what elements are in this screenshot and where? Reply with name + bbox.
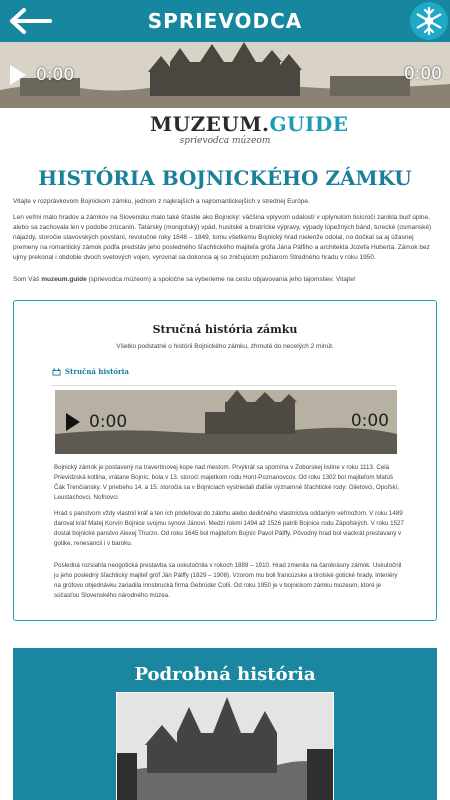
card-paragraph-3: Posledná rozsiahla neogotická prestavba sa uskutočnila v rokoch 1889 – 1910. Hrad zmenila na čarokrásny zámok. Uskutočnil ju jeho posledný šľachtický majiteľ gróf Ján Pálffy (1829 – 1908). Vzorom mu boli francúzske a tirolské gotické hrady. Interiéry na grófovu objednávku zariadila innsbrucká firma Gebrüder Colli. Od roku 1950 je v bojnickom zámku múzeum, ktoré je súčasťou Slovenského národného múzea. xyxy=(54,562,402,599)
card-paragraph-1: Bojnický zámok je postavený na travertínovej kope nad mestom. Prvýkrát sa spomína v Zoborskej listine v roku 1113. Celá Prievidzská kotlina, vrátane Bojníc, bola v 13. storočí majetkom rodu Hont-Poznanovcov. Od roku 1302 bol majiteľom Matúš Čák Trenčiansky. V priebehu 14. a 15. storočia sa v Bojniciach vystriedali ďalšie významné šľachtické rody: Giletovci, Opoľskí, Leustachovci, Nofriovci. xyxy=(54,464,400,501)
card-paragraph-2: Hrad s panstvom vždy vlastnil kráľ a ten ich prideľoval do zálohu alebo dedičného vlastníctva oddaným veľmožom. V roku 1489 daroval kráľ Matej Korvín Bojnice svojmu synovi Jánovi. Medzi rokmi 1494 až 1526 patrili Bojnice rodu Zápoľských. V roku 1527 dostal bojnické panstvo Alexej Thurzo. Od roku 1645 bol majiteľom Bojníc Pavol Pálffy. Pôvodný hrad bol viackrát prestavaný v gotike, renesancii i v baroku. xyxy=(54,510,404,547)
logo-prefix: MUZEUM. xyxy=(150,112,270,136)
tab-label: Stručná história xyxy=(65,367,129,376)
intro-paragraph-2: Len veľmi málo hradov a zámkov na Slovensku malo také šťastie ako Bojnický: väčšina vplyvom udalostí v uplynulom tisícročí zanikla buď úplne, alebo sa zachovala len v podobe zrúcanín. Tatársky (mongolský) vpád, husitské a bratrícke výpravy, výpady lúpežných bánd, turecké (osmanské) nájazdy, storočie stavovských povstaní, revolučné roky 1848 – 1849, tomu všetkému Bojnický hrad nielenže odolal, no dočkal sa aj úžasnej premeny na romantický zámok podľa predstáv jeho posledného šľachtického majiteľa grófa Jána Pálfiho a architekta Jozefa Huberta. Zámok bez ujmy prekonal i obdobie dvoch svetových vojen, vyrovnal sa dokonca aj so zničujúcim požiarom Stredného hradu v roku 1950. xyxy=(13,214,432,261)
card-duration: 0:00 xyxy=(350,411,389,431)
castle-drawing-image xyxy=(117,693,333,800)
detailed-history-section[interactable] xyxy=(13,648,437,800)
castle-historic-photo xyxy=(116,692,334,800)
hero-current-time: 0:00 xyxy=(36,65,75,85)
play-icon[interactable] xyxy=(8,63,28,87)
intro-paragraph-1: Vitajte v rozprávkovom Bojnickom zámku, jednom z najkrajších a najromantickejších v strednej Európe. xyxy=(13,198,310,205)
back-button[interactable] xyxy=(6,6,54,36)
hero-duration: 0:00 xyxy=(403,64,442,84)
arrow-left-icon xyxy=(6,6,54,36)
card-current-time: 0:00 xyxy=(89,412,128,432)
app-title: SPRIEVODCA xyxy=(147,9,303,33)
short-history-audio-player xyxy=(55,390,397,454)
muzeum-guide-link: muzeum.guide xyxy=(41,276,87,283)
top-bar xyxy=(0,0,450,42)
page-title: HISTÓRIA BOJNICKÉHO ZÁMKU xyxy=(38,166,412,190)
menu-button[interactable] xyxy=(410,2,448,40)
snowflake-icon xyxy=(414,6,444,36)
muzeum-guide-logo xyxy=(150,112,349,153)
short-history-card xyxy=(13,300,437,621)
play-icon[interactable] xyxy=(65,412,81,432)
detailed-history-title: Podrobná história xyxy=(134,664,316,685)
tab-short-history[interactable] xyxy=(52,367,129,376)
logo-suffix: GUIDE xyxy=(269,112,349,136)
hero-player-controls xyxy=(0,42,450,108)
card-title: Stručná história zámku xyxy=(152,323,298,336)
logo-tagline: sprievodca múzeom xyxy=(179,136,271,146)
hero-audio-player xyxy=(0,42,450,108)
card-subtitle: Všetko podstatné o histórii Bojnického zámku, zhrnuté do necelých 2 minút. xyxy=(116,343,334,350)
castle-icon xyxy=(52,367,61,376)
divider xyxy=(52,385,397,386)
intro-paragraph-3: Som Váš muzeum.guide (sprievodca múzeom) a spoločne sa vyberieme na cestu objavovania jeho tajomstiev. Vitajte! xyxy=(13,276,356,283)
